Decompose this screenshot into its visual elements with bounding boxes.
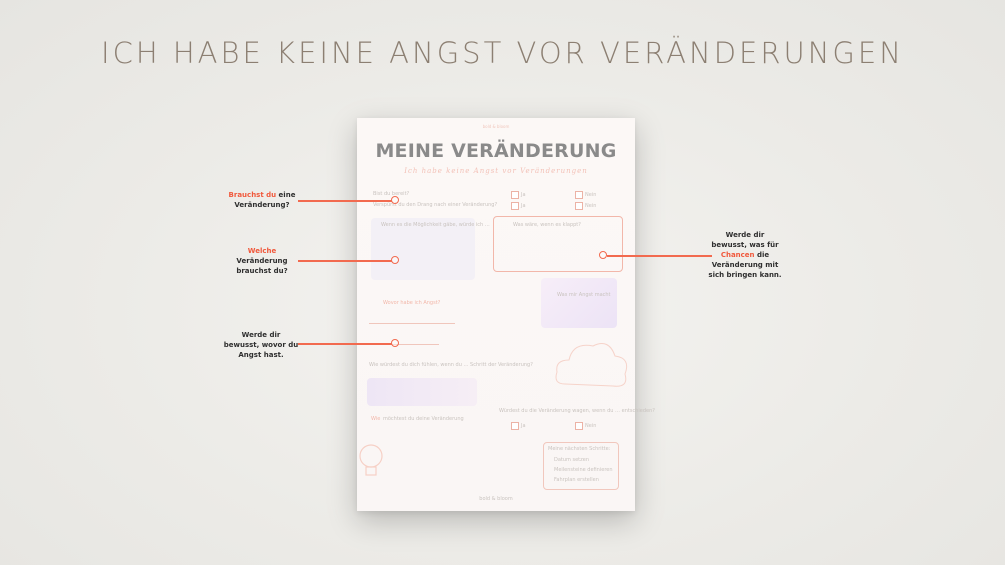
callout-leader-line	[607, 255, 712, 257]
worksheet-box-right-text: Was wäre, wenn es klappt?	[513, 222, 581, 228]
callout-chancen	[704, 230, 786, 280]
callout-text: Veränderung mit	[711, 261, 779, 269]
worksheet-ja-label: Ja	[521, 423, 526, 429]
worksheet-ja-label: Ja	[521, 203, 526, 209]
callout-text: bewusst, wovor du	[223, 341, 299, 349]
callout-marker	[391, 196, 399, 204]
worksheet-question-1: Bist du bereit?	[373, 191, 410, 197]
worksheet-steps-title: Meine nächsten Schritte:	[548, 446, 611, 452]
callout-text: eine	[276, 191, 296, 199]
worksheet-heading: MEINE VERÄNDERUNG	[375, 140, 617, 162]
worksheet-nein-label: Nein	[585, 192, 597, 198]
worksheet-step: Datum setzen	[554, 457, 590, 463]
worksheet-step: Meilensteine definieren	[554, 467, 613, 473]
worksheet-q-bottom-left-hl: Wie	[371, 416, 381, 422]
worksheet-checkbox	[575, 202, 583, 210]
callout-text: die	[754, 251, 770, 259]
page-title: ICH HABE KEINE ANGST VOR VERÄNDERUNGEN	[101, 36, 904, 70]
callout-marker	[599, 251, 607, 259]
lightbulb-icon	[357, 440, 387, 484]
worksheet-box-left-text: Wenn es die Möglichkeit gäbe, würde ich …	[381, 222, 490, 228]
callout-marker	[391, 256, 399, 264]
worksheet-subheading: Ich habe keine Angst vor Veränderungen	[404, 167, 588, 175]
worksheet-checkbox	[511, 202, 519, 210]
worksheet-question-1b: Verspürst du den Drang nach einer Veränderung?	[373, 202, 498, 208]
callout-text: Angst hast.	[238, 351, 284, 359]
cloud-icon	[553, 336, 633, 398]
callout-highlight: Brauchst du	[228, 191, 277, 199]
callout-text: Werde dir	[241, 331, 281, 339]
worksheet-preview	[357, 118, 655, 511]
callout-text: Veränderung?	[234, 201, 290, 209]
callout-highlight: Chancen	[720, 251, 755, 259]
callout-text: Werde dir	[725, 231, 765, 239]
worksheet-logo: bold & bloom	[482, 124, 510, 129]
worksheet-answer-box	[367, 378, 477, 406]
callout-brauchst	[222, 190, 302, 210]
worksheet-nein-label: Nein	[585, 423, 597, 429]
callout-angst	[218, 330, 304, 360]
worksheet-checkbox	[575, 191, 583, 199]
worksheet-step: Fahrplan erstellen	[554, 477, 599, 483]
callout-marker	[391, 339, 399, 347]
worksheet-mid-right: Was mir Angst macht	[557, 292, 611, 298]
worksheet-checkbox	[511, 422, 519, 430]
callout-leader-line	[298, 343, 392, 345]
worksheet-q-bottom-right: Würdest du die Veränderung wagen, wenn du … entschieden?	[499, 408, 655, 414]
worksheet-mid-left: Wovor habe ich Angst?	[383, 300, 441, 306]
callout-welche	[222, 246, 302, 276]
callout-leader-line	[298, 260, 392, 262]
worksheet-question-wie: Wie würdest du dich fühlen, wenn du … Schritt der Veränderung?	[369, 362, 533, 368]
worksheet-checkbox	[511, 191, 519, 199]
worksheet-gradient-box	[541, 278, 617, 328]
callout-text: sich bringen kann.	[708, 271, 782, 279]
worksheet-checkbox	[575, 422, 583, 430]
callout-highlight: Welche	[247, 247, 277, 255]
worksheet-nein-label: Nein	[585, 203, 597, 209]
worksheet-ja-label: Ja	[521, 192, 526, 198]
worksheet-footer: bold & bloom	[479, 496, 513, 502]
worksheet-q-bottom-left: möchtest du deine Veränderung	[383, 416, 464, 422]
callout-leader-line	[298, 200, 392, 202]
callout-text: Veränderung	[236, 257, 288, 265]
callout-text: brauchst du?	[236, 267, 288, 275]
worksheet-rule	[369, 323, 455, 324]
callout-text: bewusst, was für	[711, 241, 779, 249]
